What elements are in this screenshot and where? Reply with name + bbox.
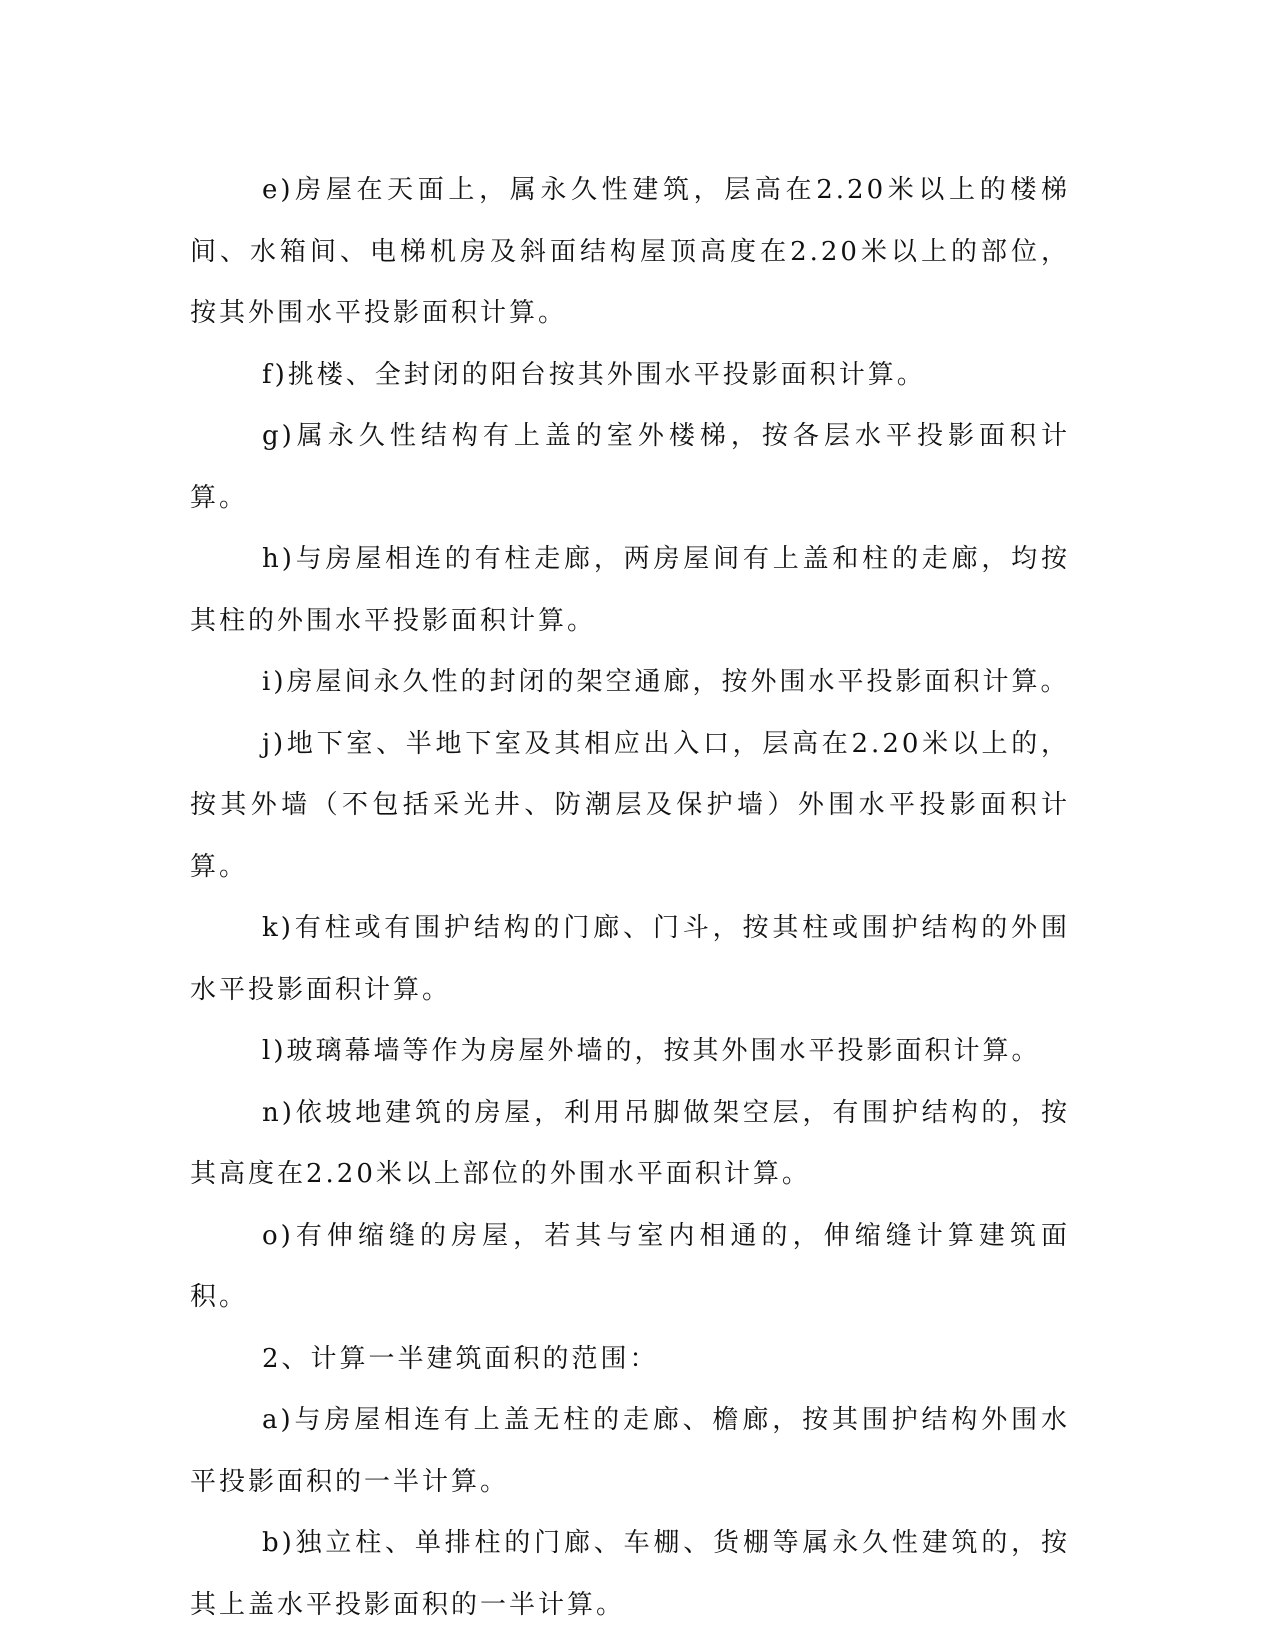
paragraph-i: i)房屋间永久性的封闭的架空通廊，按外围水平投影面积计算。 <box>262 667 1070 697</box>
paragraph-a: a)与房屋相连有上盖无柱的走廊、檐廊，按其围护结构外围水平投影面积的一半计算。 <box>190 1405 1070 1497</box>
paragraph-h: h)与房屋相连的有柱走廊，两房屋间有上盖和柱的走廊，均按其柱的外围水平投影面积计算。 <box>190 544 1070 636</box>
document-body <box>190 160 1070 1636</box>
paragraph-j: j)地下室、半地下室及其相应出入口，层高在2.20米以上的，按其外墙（不包括采光井、防潮层及保护墙）外围水平投影面积计算。 <box>190 728 1070 882</box>
paragraph-b: b)独立柱、单排柱的门廊、车棚、货棚等属永久性建筑的，按其上盖水平投影面积的一半计算。 <box>190 1528 1070 1620</box>
paragraph-l: l)玻璃幕墙等作为房屋外墙的，按其外围水平投影面积计算。 <box>262 1036 1041 1066</box>
paragraph-g: g)属永久性结构有上盖的室外楼梯，按各层水平投影面积计算。 <box>190 421 1070 513</box>
paragraph-f: f)挑楼、全封闭的阳台按其外围水平投影面积计算。 <box>262 359 926 390</box>
paragraph-e: e)房屋在天面上，属永久性建筑，层高在2.20米以上的楼梯间、水箱间、电梯机房及斜面结构屋顶高度在2.20米以上的部位，按其外围水平投影面积计算。 <box>190 175 1070 328</box>
paragraph-n: n)依坡地建筑的房屋，利用吊脚做架空层，有围护结构的，按其高度在2.20米以上部位的外围水平面积计算。 <box>190 1097 1070 1189</box>
paragraph-o: o)有伸缩缝的房屋，若其与室内相通的，伸缩缝计算建筑面积。 <box>190 1220 1070 1312</box>
section-heading-half-area: 2、计算一半建筑面积的范围： <box>262 1343 659 1374</box>
paragraph-k: k)有柱或有围护结构的门廊、门斗，按其柱或围护结构的外围水平投影面积计算。 <box>190 913 1070 1005</box>
